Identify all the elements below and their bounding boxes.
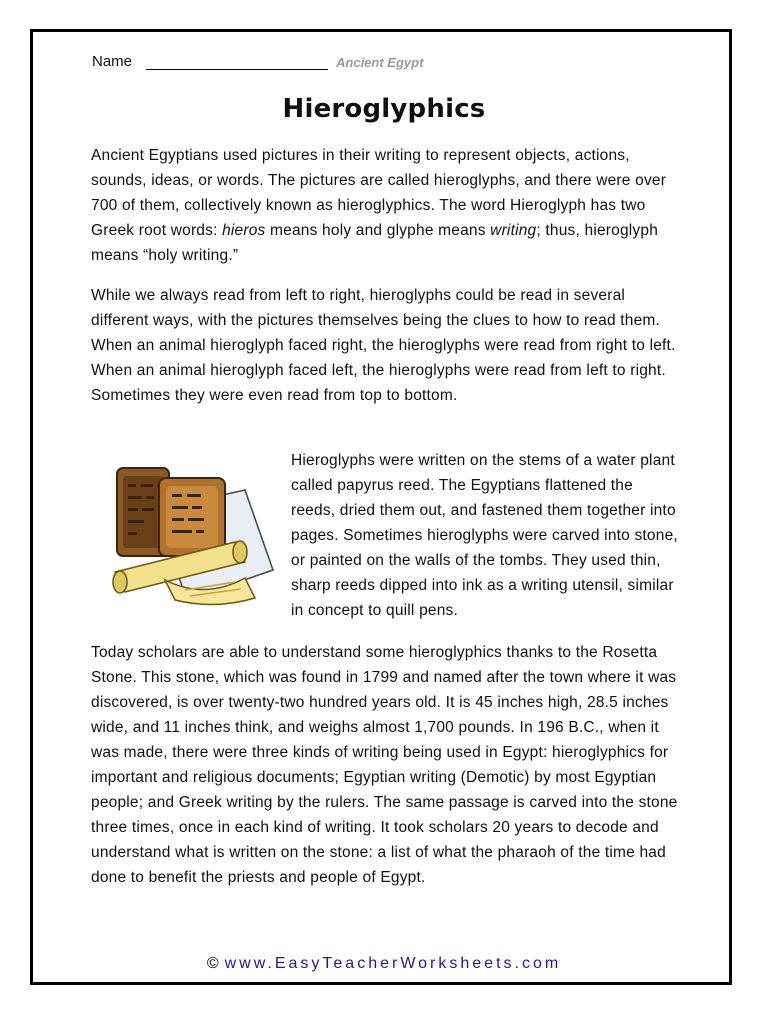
p3-text: Hieroglyphs were written on the stems of a water plant called papyrus reed. The Egyptians flattened the reeds, dried them out, and fastened them together into pages. Sometimes hieroglyphs were carved into stone, or painted on the walls of the tombs. They used thin, sharp reeds dipped into ink as a writing utensil, similar in concept to quill pens. <box>291 452 678 619</box>
paragraph-papyrus-block <box>91 448 681 623</box>
copyright-symbol: © <box>206 955 219 972</box>
p1-text-a: Ancient Egyptians used pictures in their writing to represent objects, actions, sounds, ideas, or words. The pictures are called hieroglyphs, and there were over 700 of them, collectively known as hieroglyphics. The word Hieroglyph has two Greek root words: <box>91 147 667 239</box>
website-link[interactable]: www.EasyTeacherWorksheets.com <box>224 955 562 972</box>
p1-text-b: means holy and glyphe means <box>265 222 491 239</box>
header-topic: Ancient Egypt <box>336 55 424 70</box>
papyrus-scroll-and-stone-tablets-icon <box>95 450 285 610</box>
paragraph-reading-direction: While we always read from left to right, hieroglyphs could be read in several different ways, with the pictures themselves being the clues to how to read them. When an animal hieroglyph faced right, the hieroglyphs were read from right to left. When an animal hieroglyph faced left, the hieroglyphs were read from left to right. Sometimes they were even read from top to bottom. <box>91 287 676 404</box>
p1-text-c: ; thus, hieroglyph means “holy writing.” <box>91 222 659 264</box>
footer <box>0 955 768 973</box>
paragraph-intro <box>91 143 681 268</box>
paragraph-rosetta-stone: Today scholars are able to understand some hieroglyphics thanks to the Rosetta Stone. This stone, which was found in 1799 and named after the town where it was discovered, is over twenty-two hundred years old. It is 45 inches high, 28.5 inches wide, and 11 inches think, and weighs almost 1,700 pounds. In 196 B.C., when it was made, there were three kinds of writing being used in Egypt: hieroglyphics for important and religious documents; Egyptian writing (Demotic) by most Egyptian people; and Greek writing by the rulers. The same passage is carved into the stone three times, once in each kind of writing. It took scholars 20 years to decode and understand what is written on the stone: a list of what the pharaoh of the time had done to benefit the priests and people of Egypt. <box>91 644 678 886</box>
name-row <box>92 48 423 70</box>
page-title: Hieroglyphics <box>282 94 486 124</box>
name-input-line[interactable] <box>146 51 328 70</box>
name-label: Name <box>92 53 133 70</box>
p1-hieros: hieros <box>222 222 266 239</box>
p1-writing: writing <box>490 222 537 239</box>
